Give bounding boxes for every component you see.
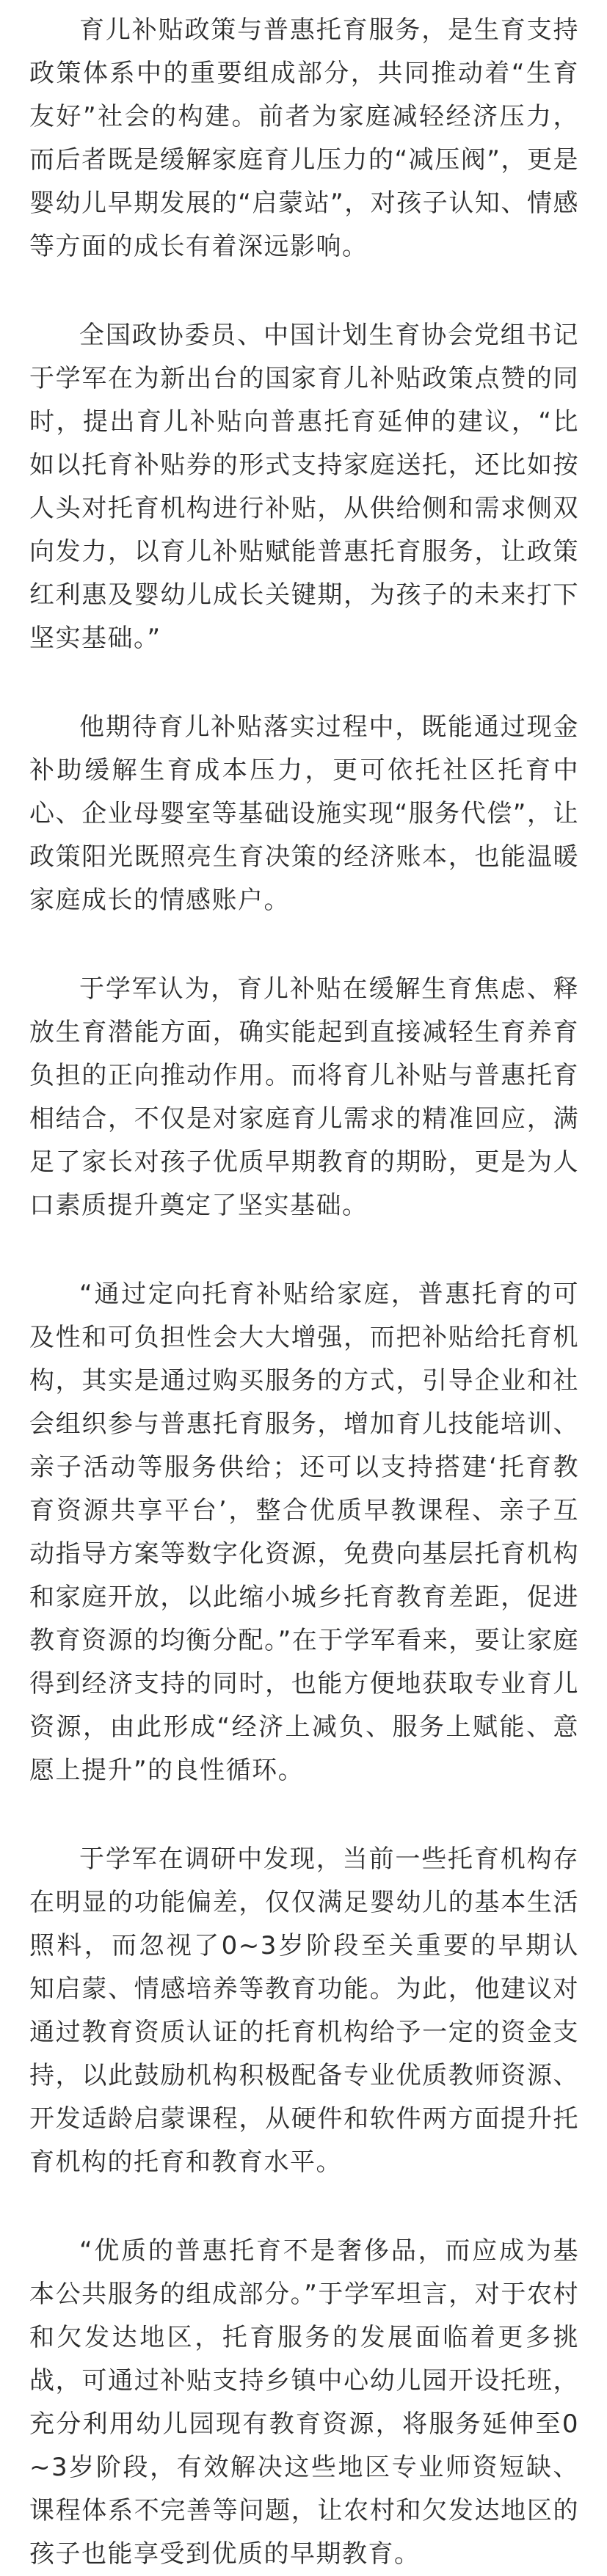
article-paragraph-2: 全国政协委员、中国计划生育协会党组书记于学军在为新出台的国家育儿补贴政策点赞的同时，提出育儿补贴向普惠托育延伸的建议，“比如以托育补贴券的形式支持家庭送托，还比如按人头对托育机构进行补贴，从供给侧和需求侧双向发力，以育儿补贴赋能普惠托育服务，让政策红利惠及婴幼儿成长关键期，为孩子的未来打下坚实基础。”	[29, 321, 579, 653]
article-paragraph-5: “通过定向托育补贴给家庭，普惠托育的可及性和可负担性会大大增强，而把补贴给托育机构，其实是通过购买服务的方式，引导企业和社会组织参与普惠托育服务，增加育儿技能培训、亲子活动等服务供给；还可以支持搭建‘托育教育资源共享平台’，整合优质早教课程、亲子互动指导方案等数字化资源，免费向基层托育机构和家庭开放，以此缩小城乡托育教育差距，促进教育资源的均衡分配。”在于学军看来，要让家庭得到经济支持的同时，也能方便地获取专业育儿资源，由此形成“经济上减负、服务上赋能、意愿上提升”的良性循环。	[29, 1280, 579, 1785]
article-paragraph-7: “优质的普惠托育不是奢侈品，而应成为基本公共服务的组成部分。”于学军坦言，对于农村和欠发达地区，托育服务的发展面临着更多挑战，可通过补贴支持乡镇中心幼儿园开设托班，充分利用幼儿园现有教育资源，将服务延伸至0~3岁阶段，有效解决这些地区专业师资短缺、课程体系不完善等问题，让农村和欠发达地区的孩子也能享受到优质的早期教育。	[29, 2236, 579, 2569]
article-paragraph-3: 他期待育儿补贴落实过程中，既能通过现金补助缓解生育成本压力，更可依托社区托育中心、企业母婴室等基础设施实现“服务代偿”，让政策阳光既照亮生育决策的经济账本，也能温暖家庭成长的情感账户。	[29, 712, 579, 915]
article-paragraph-1: 育儿补贴政策与普惠托育服务，是生育支持政策体系中的重要组成部分，共同推动着“生育友好”社会的构建。前者为家庭减轻经济压力，而后者既是缓解家庭育儿压力的“减压阀”，更是婴幼儿早期发展的“启蒙站”，对孩子认知、情感等方面的成长有着深远影响。	[29, 15, 579, 261]
article-paragraph-6: 于学军在调研中发现，当前一些托育机构存在明显的功能偏差，仅仅满足婴幼儿的基本生活照料，而忽视了0~3岁阶段至关重要的早期认知启蒙、情感培养等教育功能。为此，他建议对通过教育资质认证的托育机构给予一定的资金支持，以此鼓励机构积极配备专业优质教师资源、开发适龄启蒙课程，从硬件和软件两方面提升托育机构的托育和教育水平。	[29, 1845, 579, 2177]
article-paragraph-4: 于学军认为，育儿补贴在缓解生育焦虑、释放生育潜能方面，确实能起到直接减轻生育养育负担的正向推动作用。而将育儿补贴与普惠托育相结合，不仅是对家庭育儿需求的精准回应，满足了家长对孩子优质早期教育的期盼，更是为人口素质提升奠定了坚实基础。	[29, 974, 579, 1220]
